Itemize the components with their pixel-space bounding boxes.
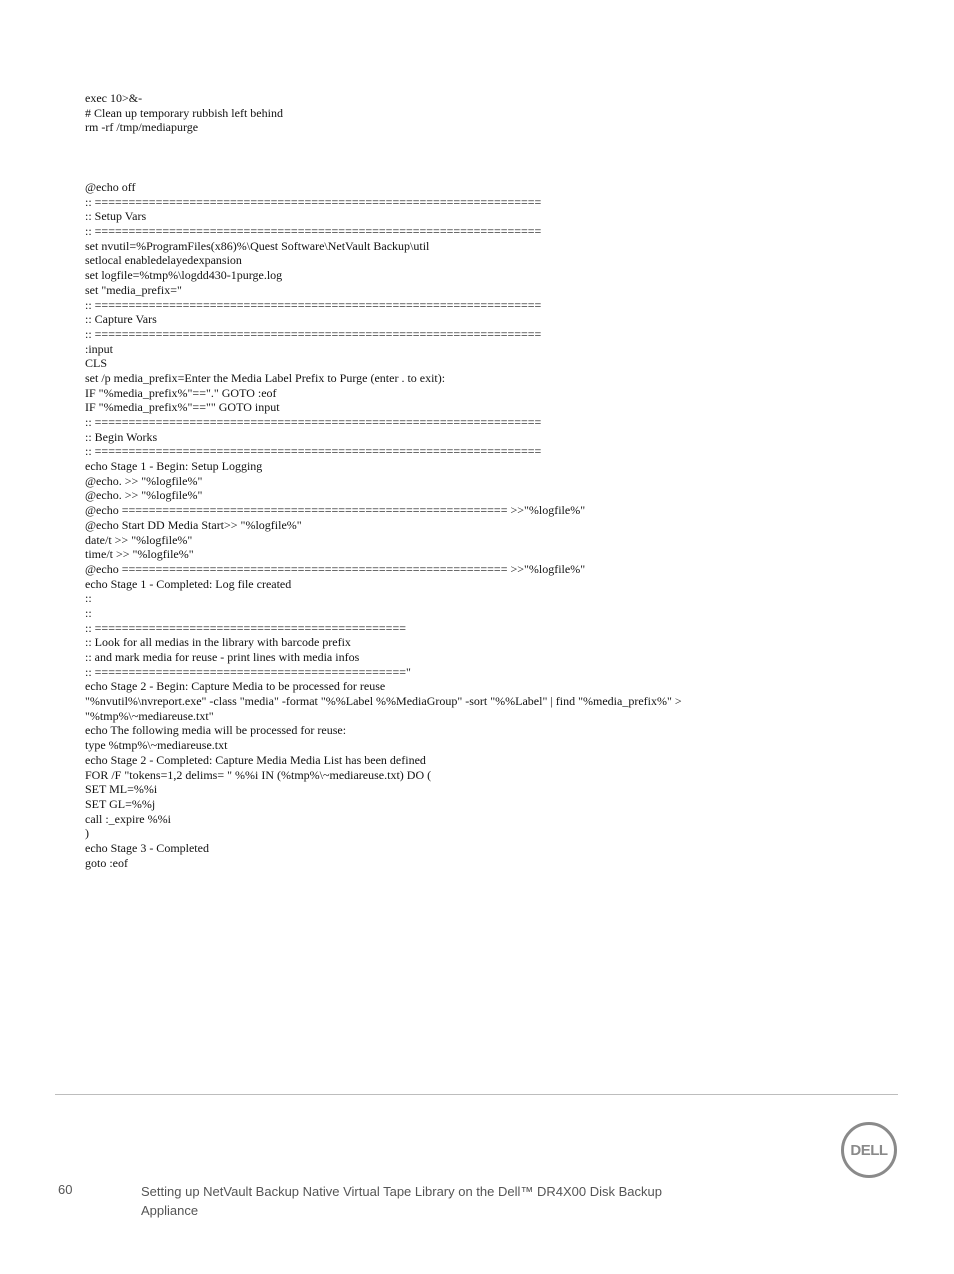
code-line: setlocal enabledelayedexpansion	[85, 253, 242, 268]
code-line: :: ==================================================================	[85, 297, 542, 312]
dell-logo-text: DELL	[850, 1142, 888, 1159]
code-line: :input	[85, 341, 114, 356]
code-line: SET ML=%%i	[85, 782, 158, 797]
footer-divider	[55, 1094, 898, 1095]
code-line: :: Begin Works	[85, 429, 158, 444]
code-line: :: Setup Vars	[85, 209, 147, 224]
code-line: :: ==================================================================	[85, 224, 542, 239]
code-line: set logfile=%tmp%\logdd430-1purge.log	[85, 268, 283, 283]
code-line: goto :eof	[85, 855, 128, 870]
code-line: type %tmp%\~mediareuse.txt	[85, 738, 228, 753]
code-line: @echo. >> "%logfile%"	[85, 488, 203, 503]
code-line: # Clean up temporary rubbish left behind	[85, 105, 283, 120]
code-line: time/t >> "%logfile%"	[85, 547, 194, 562]
code-line: call :_expire %%i	[85, 811, 171, 826]
code-line: echo Stage 1 - Begin: Setup Logging	[85, 459, 263, 474]
code-line: echo Stage 2 - Begin: Capture Media to be processed for reuse	[85, 679, 386, 694]
code-line: @echo ========================================================= >>"%logfile%"	[85, 503, 586, 518]
code-line: date/t >> "%logfile%"	[85, 532, 193, 547]
code-line: @echo ========================================================= >>"%logfile%"	[85, 561, 586, 576]
code-line: echo Stage 1 - Completed: Log file created	[85, 576, 292, 591]
code-line: exec 10>&-	[85, 91, 143, 105]
code-line: "%tmp%\~mediareuse.txt"	[85, 708, 214, 723]
code-block-cleanup	[85, 91, 845, 135]
page-number: 60	[58, 1182, 73, 1197]
code-line: :: Look for all medias in the library with barcode prefix	[85, 635, 351, 650]
code-line: @echo Start DD Media Start>> "%logfile%"	[85, 517, 302, 532]
dell-logo-icon	[840, 1121, 898, 1179]
code-line: @echo off	[85, 180, 136, 194]
code-line: :: ==================================================================	[85, 444, 542, 459]
code-block-batch-script	[85, 180, 845, 870]
code-line: :: ==============================================	[85, 620, 406, 635]
code-line: echo Stage 2 - Completed: Capture Media Media List has been defined	[85, 752, 426, 767]
code-line: :: ==================================================================	[85, 194, 542, 209]
code-line: echo The following media will be processed for reuse:	[85, 723, 347, 738]
code-line: set "media_prefix="	[85, 282, 182, 297]
code-line: FOR /F "tokens=1,2 delims= " %%i IN (%tmp%\~mediareuse.txt) DO (	[85, 767, 432, 782]
footer-title: Setting up NetVault Backup Native Virtual Tape Library on the Dell™ DR4X00 Disk Backup Appliance	[141, 1184, 662, 1218]
code-line: :: =============================================="	[85, 664, 411, 679]
code-line: CLS	[85, 356, 108, 371]
code-line: set nvutil=%ProgramFiles(x86)%\Quest Software\NetVault Backup\util	[85, 238, 430, 253]
code-line: echo Stage 3 - Completed	[85, 840, 209, 855]
code-line: set /p media_prefix=Enter the Media Label Prefix to Purge (enter . to exit):	[85, 370, 446, 385]
code-line: ::	[85, 591, 92, 606]
code-line: :: and mark media for reuse - print lines with media infos	[85, 650, 360, 664]
code-line: IF "%media_prefix%"=="." GOTO :eof	[85, 385, 277, 400]
code-line: "%nvutil%\nvreport.exe" -class "media" -format "%%Label %%MediaGroup" -sort "%%Label" | find "%media_prefix%" >	[85, 694, 682, 709]
code-line: SET GL=%%j	[85, 796, 156, 811]
code-line: @echo. >> "%logfile%"	[85, 473, 203, 488]
code-line: :: Capture Vars	[85, 312, 157, 327]
code-line: rm -rf /tmp/mediapurge	[85, 120, 199, 135]
code-line: ::	[85, 605, 92, 620]
code-line: IF "%media_prefix%"=="" GOTO input	[85, 400, 280, 415]
code-line: :: ==================================================================	[85, 326, 542, 341]
code-line: :: ==================================================================	[85, 415, 542, 429]
code-line: )	[85, 826, 89, 841]
